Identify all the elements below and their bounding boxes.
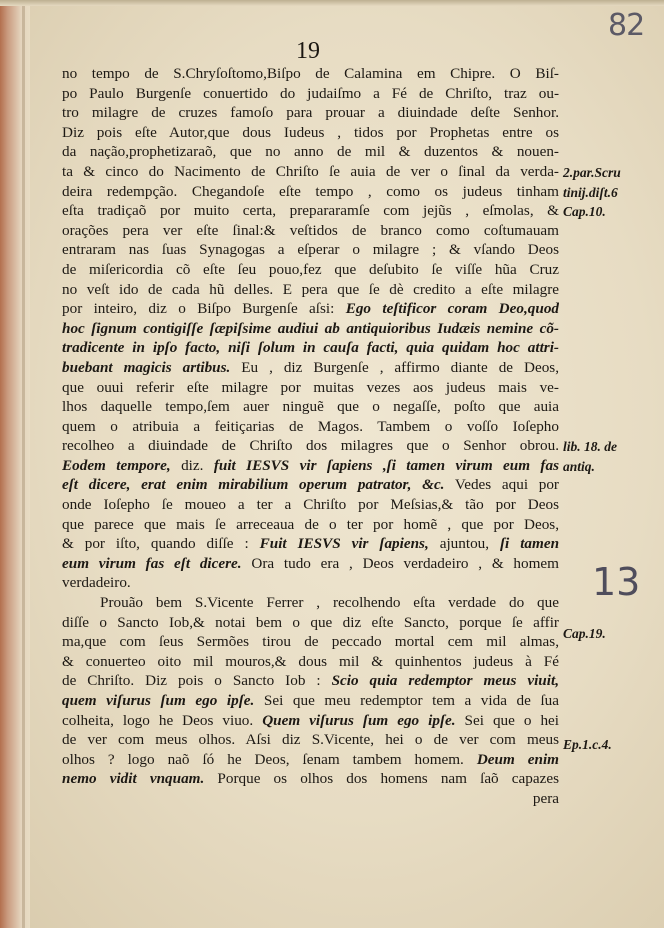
text-span: Sei que o hei xyxy=(455,711,559,729)
text-line xyxy=(62,750,559,770)
text-line xyxy=(62,142,559,162)
text-span: Porque os olhos dos homens nam ſaõ capazes xyxy=(204,770,559,788)
text-span: orações pera ver eſte ſinal:& veſtidos de branco como coſtumauam xyxy=(62,221,559,239)
page-top-edge xyxy=(0,0,664,6)
page-number: 19 xyxy=(296,38,320,64)
latin-quotation: hoc ſignum contigiſſe ſæpiſsime audiui ab antiquioribus Iudæis nemine cõ- xyxy=(62,319,559,337)
text-line xyxy=(62,240,559,260)
text-line xyxy=(62,652,559,672)
text-span: que ouui referir eſte milagre por muitas vezes aos judeus mais ve- xyxy=(62,378,559,396)
latin-quotation: Eodem tempore, xyxy=(62,456,171,474)
text-span: Prouão bem S.Vicente Ferrer , recolhendo eſta verdade do que xyxy=(100,594,559,612)
text-line xyxy=(62,789,559,809)
marginal-note xyxy=(563,163,661,222)
text-line xyxy=(62,397,559,417)
text-span: recolheo a diuindade de Chriſto dos milagres que o Senhor obrou. xyxy=(62,437,559,455)
text-line xyxy=(62,280,559,300)
text-line xyxy=(62,201,559,221)
text-span: ajuntou, xyxy=(428,535,500,553)
text-span: Diz pois eſte Autor,que dous Iudeus , tidos por Prophetas entre os xyxy=(62,123,559,141)
text-line xyxy=(62,554,559,574)
text-span: no tempo de S.Chryſoſtomo,Biſpo de Calamina em Chipre. O Biſ- xyxy=(62,65,559,82)
latin-quotation: Scio quia redemptor meus viuit, xyxy=(331,672,559,690)
text-line xyxy=(62,691,559,711)
text-line xyxy=(62,495,559,515)
text-span: ta & cinco do Nacimento de Chriſto ſe auia de ver o ſinal da verda- xyxy=(62,162,559,180)
handwritten-marginal-number: 13 xyxy=(592,560,641,604)
latin-quotation: Deum enim xyxy=(476,750,559,768)
text-line xyxy=(62,338,559,358)
text-line xyxy=(62,64,559,84)
text-line xyxy=(62,534,559,554)
text-span: por inteiro, diz o Biſpo Burgenſe aſsi: xyxy=(62,300,346,318)
latin-quotation: tradicente in ipſo facto, niſi ſolum in cauſa facti, quia quidam hoc attri- xyxy=(62,339,559,357)
text-line xyxy=(62,475,559,495)
text-span: colheita, logo he Deos viuo. xyxy=(62,711,263,729)
marginal-note xyxy=(563,735,661,755)
text-line xyxy=(62,84,559,104)
text-line xyxy=(62,711,559,731)
text-line xyxy=(62,436,559,456)
body-text xyxy=(62,64,559,809)
text-span: pera xyxy=(532,789,559,807)
text-span: tro milagre de cruzes famoſo para prouar a diuindade deſte Senhor. xyxy=(62,104,559,122)
text-span: verdadeiro. xyxy=(62,574,131,592)
text-line xyxy=(62,103,559,123)
text-span: Ora tudo era , Deos verdadeiro , & homem xyxy=(241,554,559,572)
text-span: diſſe o Sancto Iob,& notai bem o que diz eſte Sancto, porque ſe affir xyxy=(62,613,559,631)
latin-quotation: Ego teſtificor coram Deo,quod xyxy=(345,300,559,318)
text-span: de ver com meus olhos. Aſsi diz S.Vicente, hei o de ver com meus xyxy=(62,731,559,749)
text-line xyxy=(62,123,559,143)
text-line xyxy=(62,515,559,535)
text-span: quem o atribuia a feitiçarias de Magos. Tambem o voſſo Ioſepho xyxy=(62,417,559,435)
latin-quotation: Quem viſurus ſum ego ipſe. xyxy=(262,711,456,729)
marginal-note-line: lib. 18. de xyxy=(563,439,617,454)
text-span: Eu , diz Burgenſe , affirmo diante de Deos, xyxy=(230,358,559,376)
latin-quotation: eſt dicere, erat enim mirabilium operum patrator, &c. xyxy=(62,476,445,494)
text-span: diz. xyxy=(170,456,214,474)
text-span: da nação,prophetizaraõ, que no anno de mil & duzentos & nouen- xyxy=(62,143,559,161)
text-line xyxy=(62,769,559,789)
latin-quotation: buebant magicis artibus. xyxy=(62,358,231,376)
text-line xyxy=(62,378,559,398)
text-line xyxy=(62,456,559,476)
text-line xyxy=(62,319,559,339)
latin-quotation: Fuit IESVS vir ſapiens, xyxy=(259,535,429,553)
text-line xyxy=(62,593,559,613)
text-line xyxy=(62,358,559,378)
text-line xyxy=(62,162,559,182)
text-span: onde Ioſepho ſe moueo a ter a Chriſto por Meſsias,& tão por Deos xyxy=(62,496,559,514)
marginal-note-line: Cap.19. xyxy=(563,626,606,641)
text-span: Sei que meu redemptor tem a vida de ſua xyxy=(254,692,559,709)
text-span: de miſericordia cõ eſte ſeu pouo,fez que deſubito ſe viſſe hũa Cruz xyxy=(62,260,559,278)
text-line xyxy=(62,573,559,593)
text-line xyxy=(62,299,559,319)
marginal-note-line: antiq. xyxy=(563,458,595,474)
marginal-note xyxy=(563,437,661,476)
text-line xyxy=(62,671,559,691)
text-span: olhos ? logo naõ ſó he Deos, ſenam tambem homem. xyxy=(62,750,477,768)
latin-quotation: fuit IESVS vir ſapiens ,ſi tamen virum eum fas xyxy=(213,456,559,474)
text-span: & por iſto, quando diſſe : xyxy=(62,535,260,553)
text-span: lhos daquelle tempo,ſem auer ninguẽ que o negaſſe, poſto que auia xyxy=(62,398,559,416)
text-span: ma,que com ſeus Sermões tirou de peccado mortal cem mil almas, xyxy=(62,633,559,651)
book-spine xyxy=(0,0,30,928)
latin-quotation: quem viſurus ſum ego ipſe. xyxy=(62,692,255,709)
text-line xyxy=(62,632,559,652)
text-span: que parece que mais ſe arreceaua de o ter por homẽ , que por Deos, xyxy=(62,515,559,533)
text-line xyxy=(62,417,559,437)
marginal-note-line: Ep.1.c.4. xyxy=(563,737,612,752)
marginal-note-line: 2.par.Scru xyxy=(563,165,621,180)
text-span: no veſt ido de cada hũ delles. E pera que ſe dè credito a eſte milagre xyxy=(62,280,559,298)
latin-quotation: eum virum fas eſt dicere. xyxy=(62,554,242,572)
text-span: po Paulo Burgenſe conuertido do judaiſmo a Fé de Chriſto, traz ou- xyxy=(62,84,559,102)
text-span: & conuerteo oito mil mouros,& dous mil & quinhentos judeus à Fé xyxy=(62,652,559,670)
text-line xyxy=(62,730,559,750)
marginal-note-line: Cap.10. xyxy=(563,204,606,220)
text-span: eſta tradiçaõ por muito certa, prepararamſe com jejũs , eſmolas, & xyxy=(62,202,559,220)
text-span: Vedes aqui por xyxy=(444,476,559,494)
latin-quotation: ſi tamen xyxy=(500,535,559,553)
text-line xyxy=(62,221,559,241)
text-line xyxy=(62,260,559,280)
marginal-note-line: tinij.diſt.6 xyxy=(563,184,618,200)
handwritten-folio-number: 82 xyxy=(608,8,645,43)
text-line xyxy=(62,613,559,633)
text-span: deira redempção. Chegandoſe eſte tempo , como os judeus tinham xyxy=(62,182,559,200)
marginal-note xyxy=(563,624,661,644)
text-span: de Chriſto. Diz pois o Sancto Iob : xyxy=(62,672,332,690)
text-span: entraram nas ſuas Synagogas a eſperar o milagre ; & vſando Deos xyxy=(62,241,559,259)
text-line xyxy=(62,182,559,202)
spine-edge xyxy=(22,0,25,928)
latin-quotation: nemo vidit vnquam. xyxy=(62,770,205,788)
